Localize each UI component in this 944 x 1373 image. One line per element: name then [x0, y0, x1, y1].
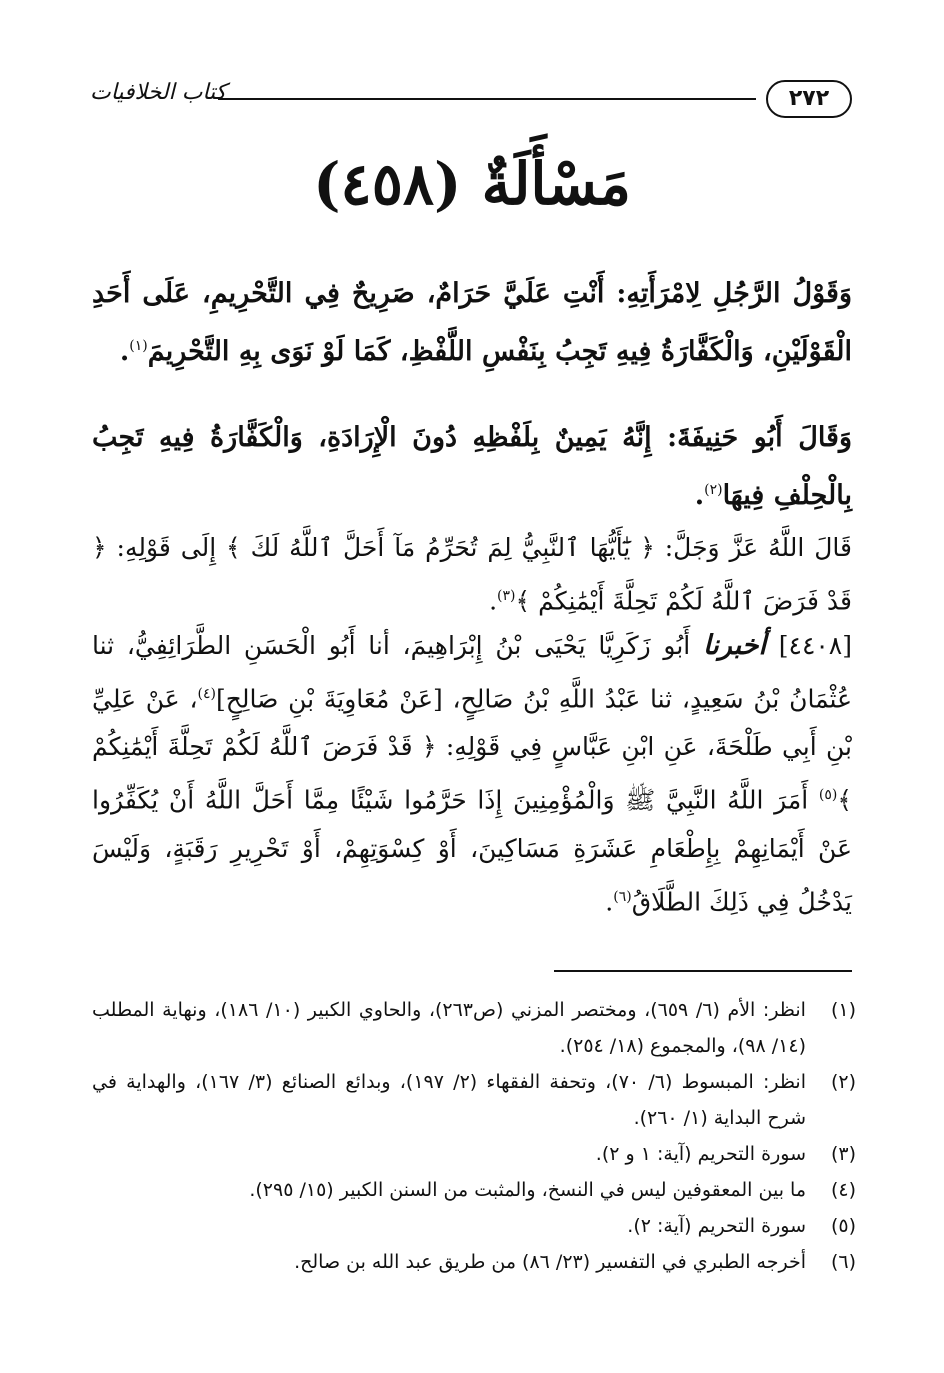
paragraph-abu-hanifa: [92, 412, 852, 522]
footnote-item: [92, 1064, 856, 1136]
footnote-text: أخرجه الطبري في التفسير (٢٣/ ٨٦) من طريق عبد الله بن صالح.: [294, 1251, 806, 1273]
footnote-text: انظر: المبسوط (٦/ ٧٠)، وتحفة الفقهاء (٢/ ١٩٧)، وبدائع الصنائع (٣/ ١٦٧)، والهداية في شرح البداية (١/ ٢٦٠).: [92, 1071, 806, 1129]
page-header: [90, 78, 852, 122]
paragraph-end: .: [605, 886, 614, 916]
footnote-item: [92, 992, 856, 1064]
paragraph-ruling: [92, 268, 852, 378]
footnote-ref: (١): [129, 338, 148, 354]
footnote-item: [92, 1136, 856, 1172]
footnote-ref: (٥): [818, 787, 838, 804]
footnote-ref: (٣): [497, 588, 516, 604]
footnote-text: سورة التحريم (آية: ٢).: [627, 1215, 806, 1237]
footnote-number: (١): [830, 999, 856, 1021]
footnotes: [92, 992, 856, 1280]
footnote-ref: (٤): [197, 686, 217, 702]
footnote-text: ما بين المعقوفين ليس في النسخ، والمثبت من السنن الكبير (١٥/ ٢٩٥).: [249, 1179, 806, 1201]
paragraph-text: ، عَنْ عَلِيِّ بْنِ أَبِي طَلْحَةَ، عَنِ ابْنِ عَبَّاسٍ فِي قَوْلِهِ: ﴿ قَدْ فَرَضَ ٱللَّهُ لَكُمْ تَحِلَّةَ أَيْمَٰنِكُمْ ﴾: [92, 684, 852, 815]
paragraph-end: .: [489, 586, 498, 616]
footnote-text: سورة التحريم (آية: ١ و ٢).: [595, 1143, 806, 1165]
footnote-separator: [554, 970, 852, 972]
footnote-number: (٢): [830, 1071, 856, 1093]
footnote-item: [92, 1244, 856, 1280]
page-number: ٢٧٢: [766, 80, 852, 118]
header-rule: [218, 98, 756, 100]
paragraph-text: قَالَ اللَّهُ عَزَّ وَجَلَّ: ﴿ يَٰٓأَيُّهَا ٱلنَّبِيُّ لِمَ تُحَرِّمُ مَآ أَحَلَّ ٱللَّهُ لَكَ ﴾ إِلَى قَوْلِهِ: ﴿ قَدْ فَرَضَ ٱللَّهُ لَكُمْ تَحِلَّةَ أَيْمَٰنِكُمْ ﴾: [92, 533, 852, 616]
paragraph-text: وَقَالَ أَبُو حَنِيفَةَ: إِنَّهُ يَمِينٌ بِلَفْظِهِ دُونَ الْإِرَادَةِ، وَالْكَفَّارَةُ فِيهِ تَجِبُ بِالْحِلْفِ فِيهَا: [92, 422, 852, 511]
hadith-number: [٤٤٠٨]: [778, 631, 852, 660]
footnote-ref: (٢): [704, 482, 723, 498]
paragraph-text: وَقَوْلُ الرَّجُلِ لِامْرَأَتِهِ: أَنْتِ عَلَيَّ حَرَامٌ، صَرِيحٌ فِي التَّحْرِيمِ، عَلَى أَحَدِ الْقَوْلَيْنِ، وَالْكَفَّارَةُ فِيهِ تَجِبُ بِنَفْسِ اللَّفْظِ، كَمَا لَوْ نَوَى بِهِ التَّحْرِيمَ: [92, 278, 852, 367]
paragraph-quran-verse: [92, 524, 852, 625]
footnote-ref: (٦): [613, 888, 632, 905]
book-title: كتاب الخلافيات: [90, 80, 227, 105]
paragraph-text: أَبُو زَكَرِيَّا يَحْيَى بْنُ إِبْرَاهِيمَ، أنا أَبُو الْحَسَنِ الطَّرَائِفِيُّ، ثنا عُثْمَانُ بْنُ سَعِيدٍ، ثنا عَبْدُ اللَّهِ بْنُ صَالِحٍ، [عَنْ مُعَاوِيَةَ بْنِ صَالِحٍ]: [92, 631, 852, 714]
paragraph-end: .: [694, 480, 705, 511]
footnote-number: (٣): [830, 1143, 856, 1165]
narration-keyword: أخبرنا: [703, 630, 766, 661]
paragraph-end: .: [119, 336, 130, 367]
footnote-text: انظر: الأم (٦/ ٦٥٩)، ومختصر المزني (ص٢٦٣)، والحاوي الكبير (١٠/ ١٨٦)، ونهاية المطلب (١٤/ ٩٨)، والمجموع (١٨/ ٢٥٤).: [92, 999, 806, 1057]
paragraph-text: أَمَرَ اللَّهُ النَّبِيَّ ﷺ وَالْمُؤْمِنِينَ إِذَا حَرَّمُوا شَيْئًا مِمَّا أَحَلَّ اللَّهُ أَنْ يُكَفِّرُوا عَنْ أَيْمَانِهِمْ بِإِطْعَامِ عَشَرَةِ مَسَاكِينَ، أَوْ كِسْوَتِهِمْ، أَوْ تَحْرِيرِ رَقَبَةٍ، وَلَيْسَ يَدْخُلُ فِي ذَلِكَ الطَّلَاقُ: [92, 785, 852, 916]
footnote-number: (٥): [830, 1215, 856, 1237]
paragraph-hadith: [92, 622, 852, 926]
footnote-number: (٦): [830, 1251, 856, 1273]
footnote-number: (٤): [830, 1179, 856, 1201]
chapter-title: مَسْأَلَةٌ (٤٥٨): [313, 150, 631, 218]
footnote-item: [92, 1172, 856, 1208]
footnote-item: [92, 1208, 856, 1244]
